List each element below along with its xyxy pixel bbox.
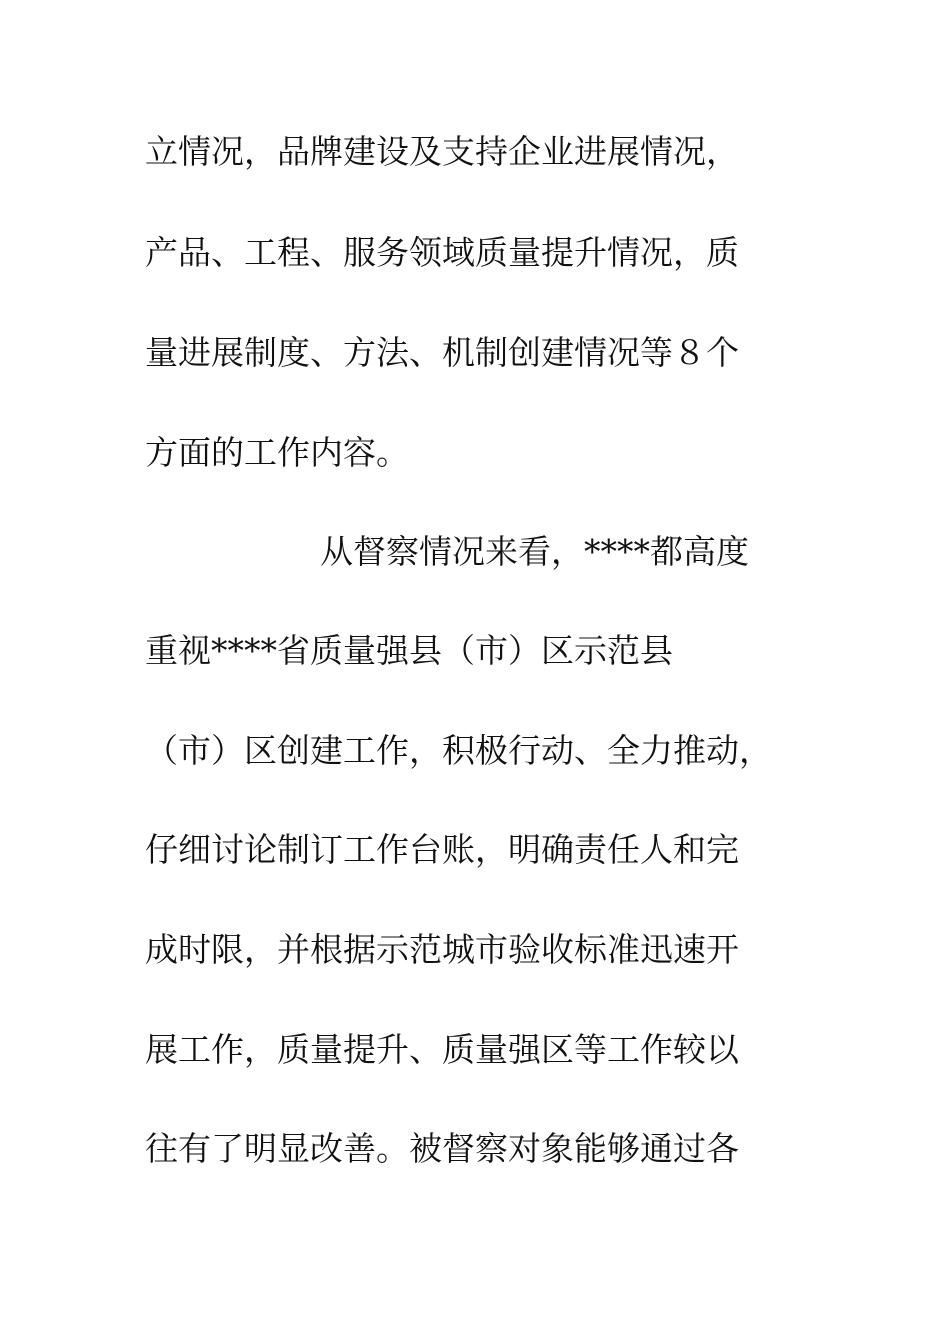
text-line: 量进展制度、方法、机制创建情况等８个 <box>145 333 739 372</box>
text-line: 产品、工程、服务领域质量提升情况，质 <box>145 233 739 272</box>
text-line: 展工作，质量提升、质量强区等工作较以 <box>145 1030 739 1069</box>
paragraph-first-line: 从督察情况来看，****都高度 <box>320 532 749 571</box>
text-line: 立情况，品牌建设及支持企业进展情况， <box>145 132 739 171</box>
text-line: 成时限，并根据示范城市验收标准迅速开 <box>145 930 739 969</box>
text-line: 往有了明显改善。被督察对象能够通过各 <box>145 1129 739 1168</box>
text-line: 仔细讨论制订工作台账，明确责任人和完 <box>145 830 739 869</box>
text-line: 重视****省质量强县（市）区示范县 <box>145 631 673 670</box>
text-line: 方面的工作内容。 <box>145 433 409 472</box>
text-line: （市）区创建工作，积极行动、全力推动， <box>145 731 772 770</box>
